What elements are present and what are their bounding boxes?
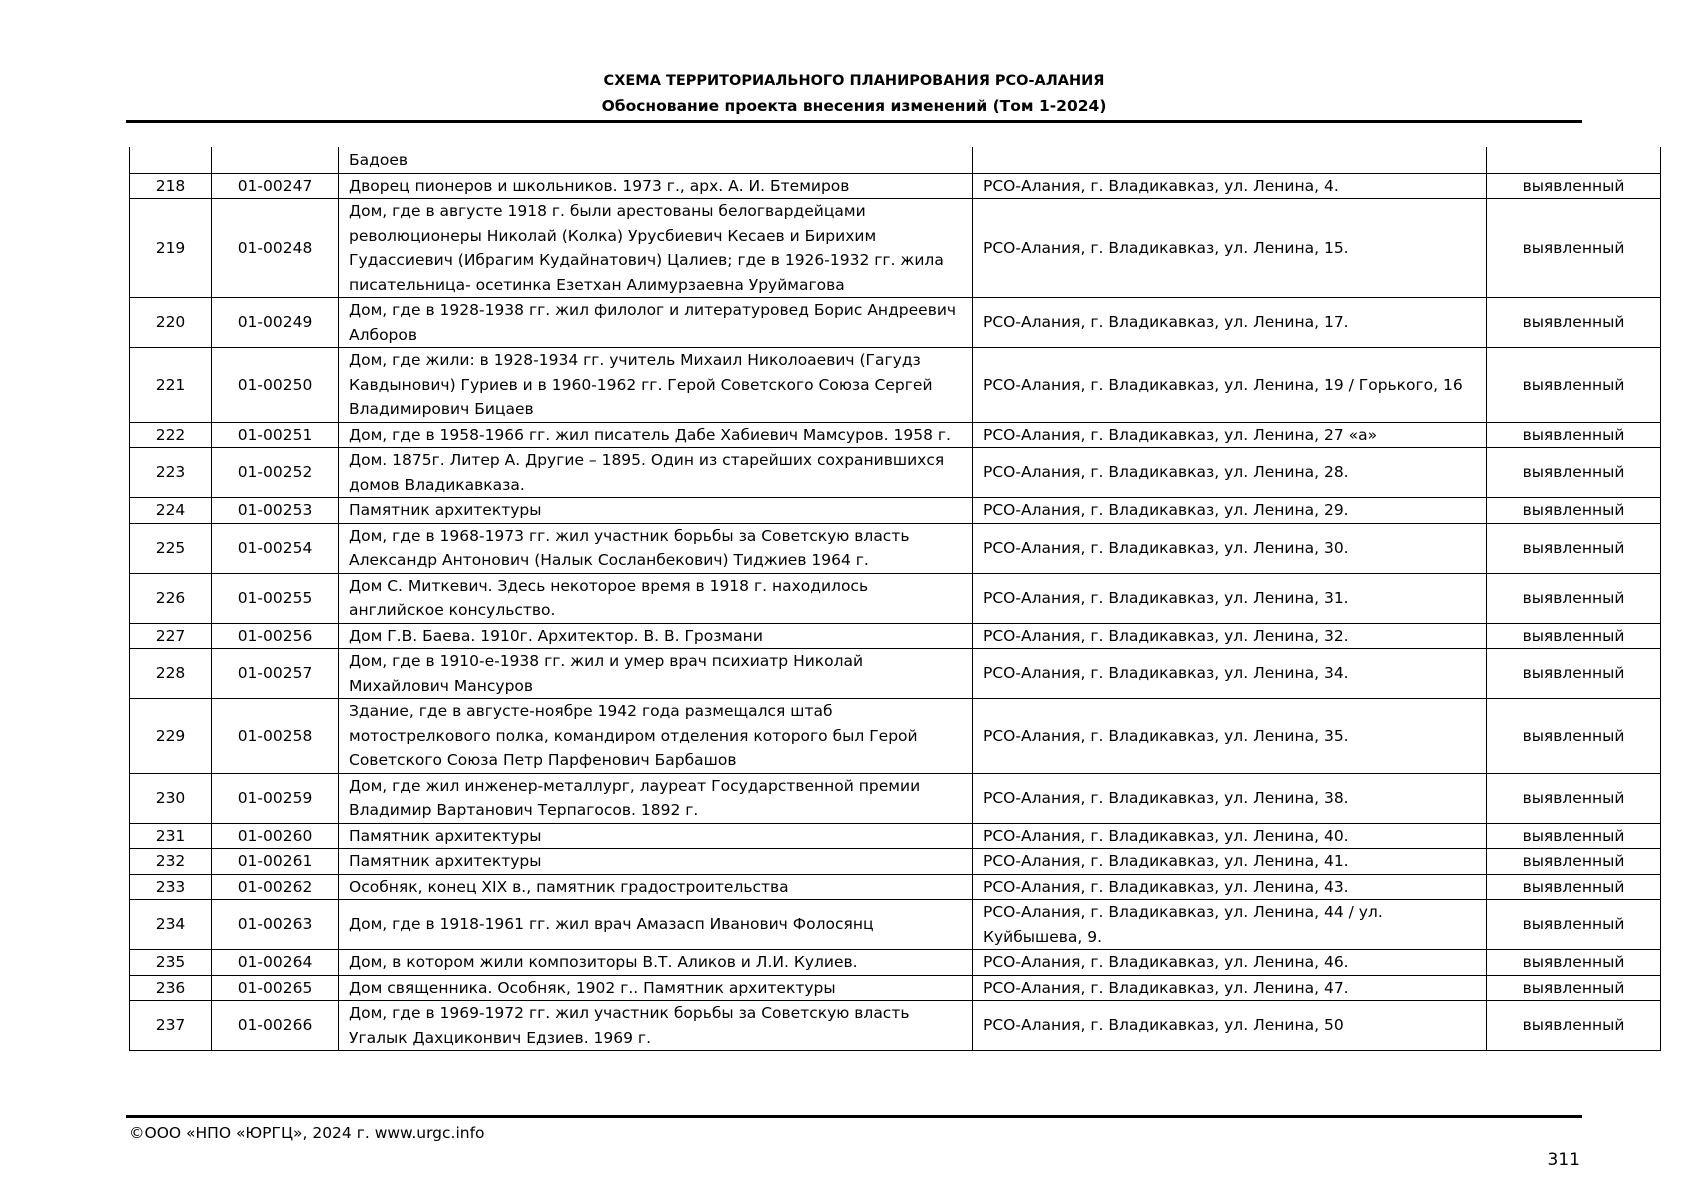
registry-code-cell: 01-00248 (212, 199, 339, 298)
row-number-cell: 228 (130, 649, 212, 699)
registry-code-cell: 01-00253 (212, 498, 339, 524)
row-number-cell: 226 (130, 573, 212, 623)
table-row (130, 1001, 1661, 1051)
table-row (130, 523, 1661, 573)
table-row (130, 448, 1661, 498)
object-name-cell: Дом священника. Особняк, 1902 г.. Памятник архитектуры (339, 975, 973, 1001)
object-name-cell: Дворец пионеров и школьников. 1973 г., арх. А. И. Бтемиров (339, 173, 973, 199)
registry-code-cell: 01-00262 (212, 874, 339, 900)
table-row (130, 173, 1661, 199)
registry-code-cell: 01-00255 (212, 573, 339, 623)
header-divider (126, 120, 1582, 123)
table-row (130, 573, 1661, 623)
table-row (130, 623, 1661, 649)
table-row (130, 422, 1661, 448)
object-name-cell: Бадоев (339, 147, 973, 173)
row-number-cell: 224 (130, 498, 212, 524)
table-row (130, 900, 1661, 950)
registry-code-cell: 01-00247 (212, 173, 339, 199)
row-number-cell: 235 (130, 950, 212, 976)
status-cell: выявленный (1487, 1001, 1661, 1051)
table-row (130, 975, 1661, 1001)
object-name-cell: Дом Г.В. Баева. 1910г. Архитектор. В. В. Грозмани (339, 623, 973, 649)
table-row (130, 874, 1661, 900)
object-name-cell: Дом. 1875г. Литер А. Другие – 1895. Один из старейших сохранившихся домов Владикавказа. (339, 448, 973, 498)
address-cell: РСО-Алания, г. Владикавказ, ул. Ленина, 29. (973, 498, 1487, 524)
table-row (130, 699, 1661, 774)
row-number-cell: 232 (130, 849, 212, 875)
status-cell: выявленный (1487, 823, 1661, 849)
status-cell: выявленный (1487, 773, 1661, 823)
row-number-cell: 229 (130, 699, 212, 774)
address-cell: РСО-Алания, г. Владикавказ, ул. Ленина, 41. (973, 849, 1487, 875)
status-cell: выявленный (1487, 649, 1661, 699)
address-cell: РСО-Алания, г. Владикавказ, ул. Ленина, 50 (973, 1001, 1487, 1051)
row-number-cell: 219 (130, 199, 212, 298)
object-name-cell: Дом, где в 1928-1938 гг. жил филолог и литературовед Борис Андреевич Алборов (339, 298, 973, 348)
address-cell: РСО-Алания, г. Владикавказ, ул. Ленина, 28. (973, 448, 1487, 498)
row-number-cell: 225 (130, 523, 212, 573)
registry-code-cell: 01-00252 (212, 448, 339, 498)
object-name-cell: Дом, где жил инженер-металлург, лауреат Государственной премии Владимир Вартанович Терпагосов. 1892 г. (339, 773, 973, 823)
status-cell: выявленный (1487, 498, 1661, 524)
footer-divider (126, 1115, 1582, 1118)
row-number-cell: 234 (130, 900, 212, 950)
registry-code-cell: 01-00260 (212, 823, 339, 849)
status-cell: выявленный (1487, 523, 1661, 573)
address-cell: РСО-Алания, г. Владикавказ, ул. Ленина, 44 / ул. Куйбышева, 9. (973, 900, 1487, 950)
address-cell: РСО-Алания, г. Владикавказ, ул. Ленина, 30. (973, 523, 1487, 573)
address-cell: РСО-Алания, г. Владикавказ, ул. Ленина, 35. (973, 699, 1487, 774)
registry-code-cell: 01-00258 (212, 699, 339, 774)
row-number-cell: 227 (130, 623, 212, 649)
row-number-cell: 220 (130, 298, 212, 348)
address-cell: РСО-Алания, г. Владикавказ, ул. Ленина, 43. (973, 874, 1487, 900)
row-number-cell: 222 (130, 422, 212, 448)
object-name-cell: Памятник архитектуры (339, 849, 973, 875)
row-number-cell: 233 (130, 874, 212, 900)
registry-code-cell: 01-00265 (212, 975, 339, 1001)
row-number-cell (130, 147, 212, 173)
object-name-cell: Здание, где в августе-ноябре 1942 года размещался штаб мотострелкового полка, командиром отделения которого был Герой Советского Союза Петр Парфенович Барбашов (339, 699, 973, 774)
registry-code-cell: 01-00263 (212, 900, 339, 950)
address-cell: РСО-Алания, г. Владикавказ, ул. Ленина, 47. (973, 975, 1487, 1001)
table-body (130, 147, 1661, 1051)
status-cell (1487, 147, 1661, 173)
status-cell: выявленный (1487, 699, 1661, 774)
object-name-cell: Памятник архитектуры (339, 823, 973, 849)
registry-code-cell: 01-00254 (212, 523, 339, 573)
row-number-cell: 218 (130, 173, 212, 199)
address-cell: РСО-Алания, г. Владикавказ, ул. Ленина, 46. (973, 950, 1487, 976)
address-cell: РСО-Алания, г. Владикавказ, ул. Ленина, 31. (973, 573, 1487, 623)
object-name-cell: Памятник архитектуры (339, 498, 973, 524)
registry-code-cell: 01-00249 (212, 298, 339, 348)
table-row-continuation (130, 147, 1661, 173)
object-name-cell: Дом, где в 1968-1973 гг. жил участник борьбы за Советскую власть Александр Антонович (Налык Сосланбекович) Тиджиев 1964 г. (339, 523, 973, 573)
object-name-cell: Дом, где в августе 1918 г. были арестованы белогвардейцами революционеры Николай (Колка) Урусбиевич Кесаев и Бирихим Гудассиевич (Ибрагим Кудайнатович) Цалиев; где в 1926-1932 гг. жила писательница- осетинка Езетхан Алимурзаевна Уруймагова (339, 199, 973, 298)
object-name-cell: Дом, где в 1918-1961 гг. жил врач Амазасп Иванович Фолосянц (339, 900, 973, 950)
object-name-cell: Дом, где жили: в 1928-1934 гг. учитель Михаил Николоаевич (Гагудз Кавдынович) Гуриев и в 1960-1962 гг. Герой Советского Союза Сергей Владимирович Бицаев (339, 348, 973, 423)
object-name-cell: Дом, где в 1969-1972 гг. жил участник борьбы за Советскую власть Угалык Дахциконвич Едзиев. 1969 г. (339, 1001, 973, 1051)
registry-code-cell: 01-00257 (212, 649, 339, 699)
address-cell: РСО-Алания, г. Владикавказ, ул. Ленина, 38. (973, 773, 1487, 823)
status-cell: выявленный (1487, 874, 1661, 900)
object-name-cell: Дом, в котором жили композиторы В.Т. Аликов и Л.И. Кулиев. (339, 950, 973, 976)
row-number-cell: 230 (130, 773, 212, 823)
status-cell: выявленный (1487, 422, 1661, 448)
address-cell: РСО-Алания, г. Владикавказ, ул. Ленина, 34. (973, 649, 1487, 699)
address-cell: РСО-Алания, г. Владикавказ, ул. Ленина, 4. (973, 173, 1487, 199)
heritage-objects-table (129, 147, 1661, 1051)
status-cell: выявленный (1487, 348, 1661, 423)
registry-code-cell: 01-00264 (212, 950, 339, 976)
status-cell: выявленный (1487, 849, 1661, 875)
table-row (130, 348, 1661, 423)
address-cell: РСО-Алания, г. Владикавказ, ул. Ленина, 32. (973, 623, 1487, 649)
table-row (130, 498, 1661, 524)
status-cell: выявленный (1487, 975, 1661, 1001)
table-row (130, 849, 1661, 875)
row-number-cell: 223 (130, 448, 212, 498)
footer-copyright: ©ООО «НПО «ЮРГЦ», 2024 г. www.urgc.info (129, 1124, 485, 1142)
table-row (130, 773, 1661, 823)
status-cell: выявленный (1487, 950, 1661, 976)
row-number-cell: 231 (130, 823, 212, 849)
status-cell: выявленный (1487, 623, 1661, 649)
status-cell: выявленный (1487, 573, 1661, 623)
registry-code-cell: 01-00261 (212, 849, 339, 875)
row-number-cell: 221 (130, 348, 212, 423)
registry-code-cell: 01-00266 (212, 1001, 339, 1051)
address-cell: РСО-Алания, г. Владикавказ, ул. Ленина, 40. (973, 823, 1487, 849)
registry-code-cell: 01-00251 (212, 422, 339, 448)
registry-code-cell: 01-00259 (212, 773, 339, 823)
table-row (130, 823, 1661, 849)
address-cell (973, 147, 1487, 173)
object-name-cell: Дом, где в 1910-е-1938 гг. жил и умер врач психиатр Николай Михайлович Мансуров (339, 649, 973, 699)
object-name-cell: Дом, где в 1958-1966 гг. жил писатель Дабе Хабиевич Мамсуров. 1958 г. (339, 422, 973, 448)
status-cell: выявленный (1487, 298, 1661, 348)
document-subtitle: Обоснование проекта внесения изменений (Том 1-2024) (601, 97, 1107, 115)
address-cell: РСО-Алания, г. Владикавказ, ул. Ленина, 27 «а» (973, 422, 1487, 448)
row-number-cell: 236 (130, 975, 212, 1001)
status-cell: выявленный (1487, 448, 1661, 498)
object-name-cell: Дом С. Миткевич. Здесь некоторое время в 1918 г. находилось английское консульство. (339, 573, 973, 623)
address-cell: РСО-Алания, г. Владикавказ, ул. Ленина, 17. (973, 298, 1487, 348)
table-row (130, 298, 1661, 348)
page-number: 311 (1547, 1150, 1580, 1170)
document-title: СХЕМА ТЕРРИТОРИАЛЬНОГО ПЛАНИРОВАНИЯ РСО-АЛАНИЯ (603, 73, 1105, 89)
status-cell: выявленный (1487, 173, 1661, 199)
status-cell: выявленный (1487, 900, 1661, 950)
table-row (130, 649, 1661, 699)
object-name-cell: Особняк, конец XIX в., памятник градостроительства (339, 874, 973, 900)
registry-code-cell: 01-00256 (212, 623, 339, 649)
row-number-cell: 237 (130, 1001, 212, 1051)
table-row (130, 950, 1661, 976)
registry-code-cell (212, 147, 339, 173)
address-cell: РСО-Алания, г. Владикавказ, ул. Ленина, 15. (973, 199, 1487, 298)
status-cell: выявленный (1487, 199, 1661, 298)
table-row (130, 199, 1661, 298)
registry-code-cell: 01-00250 (212, 348, 339, 423)
address-cell: РСО-Алания, г. Владикавказ, ул. Ленина, 19 / Горького, 16 (973, 348, 1487, 423)
